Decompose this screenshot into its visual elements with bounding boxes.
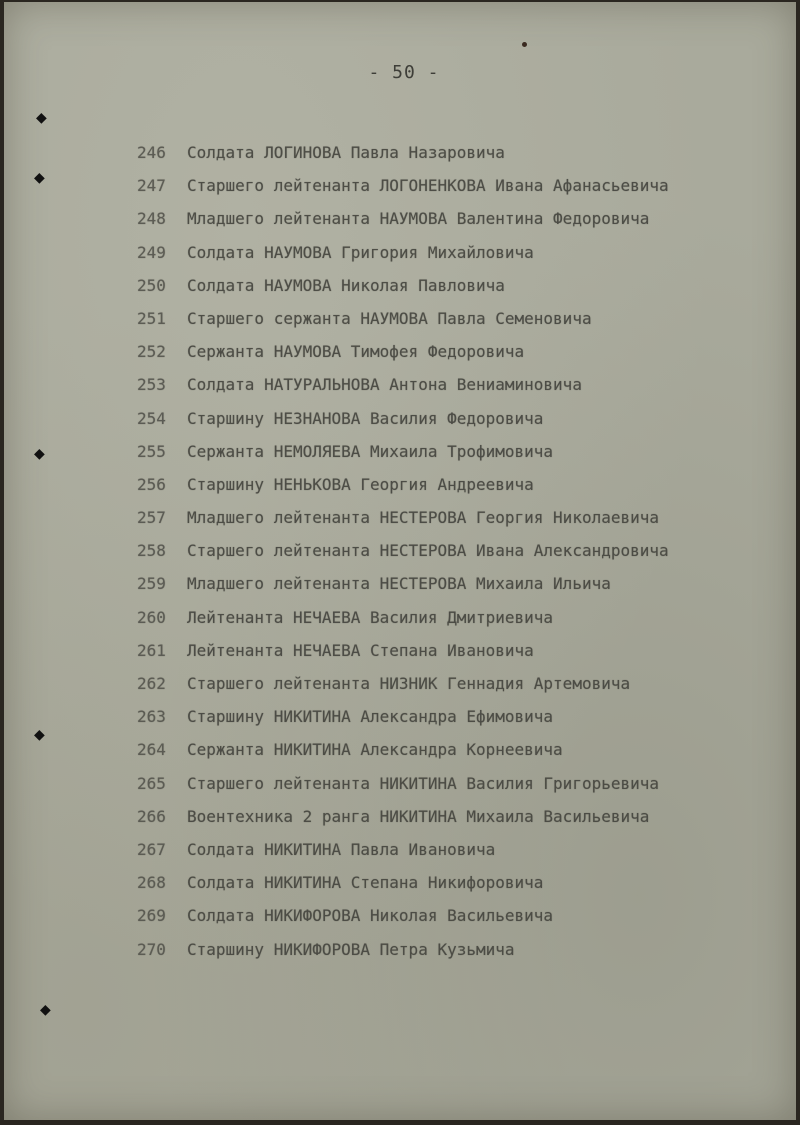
list-item <box>137 671 777 704</box>
entry-text: Лейтенанта НЕЧАЕВА Степана Ивановича <box>187 640 534 660</box>
ink-speck <box>522 42 527 47</box>
entry-text: Старшего лейтенанта ЛОГОНЕНКОВА Ивана Афанасьевича <box>187 176 669 196</box>
entry-number: 270 <box>137 939 166 959</box>
list-item <box>137 472 777 505</box>
list-item <box>137 439 777 472</box>
binding-hole-mark: ◆ <box>40 1002 51 1018</box>
entry-text: Солдата НАТУРАЛЬНОВА Антона Вениаминовича <box>187 375 582 395</box>
list-item <box>137 240 777 273</box>
entry-text: Младшего лейтенанта НЕСТЕРОВА Георгия Николаевича <box>187 508 660 528</box>
page-number: - 50 - <box>368 62 440 83</box>
entry-text: Солдата ЛОГИНОВА Павла Назаровича <box>187 143 505 162</box>
entry-number: 261 <box>137 640 166 660</box>
entry-text: Младшего лейтенанта НЕСТЕРОВА Михаила Ильича <box>187 574 611 594</box>
list-item <box>137 206 777 239</box>
binding-hole-mark: ◆ <box>34 446 45 462</box>
entry-number: 265 <box>137 773 166 793</box>
entry-text: Сержанта НИКИТИНА Александра Корнеевича <box>187 740 563 760</box>
entry-number: 247 <box>137 176 166 196</box>
entry-number: 249 <box>137 242 166 262</box>
entry-number: 252 <box>137 342 166 362</box>
list-item <box>137 140 777 173</box>
list-item <box>137 306 777 339</box>
entry-number: 263 <box>137 707 166 727</box>
entry-text: Старшего лейтенанта НИКИТИНА Василия Григорьевича <box>187 773 660 793</box>
entry-number: 262 <box>137 674 166 693</box>
entry-number: 269 <box>137 906 166 926</box>
list-item <box>137 903 777 936</box>
entry-text: Лейтенанта НЕЧАЕВА Василия Дмитриевича <box>187 607 554 627</box>
entry-number: 266 <box>137 806 166 826</box>
entry-text: Сержанта НАУМОВА Тимофея Федоровича <box>187 342 525 362</box>
list-item <box>137 571 777 604</box>
list-item <box>137 937 777 970</box>
entry-text: Сержанта НЕМОЛЯЕВА Михаила Трофимовича <box>187 441 554 461</box>
list-item <box>137 737 777 770</box>
list-item <box>137 605 777 638</box>
list-item <box>137 406 777 439</box>
entry-text: Старшину НИКИТИНА Александра Ефимовича <box>187 707 554 727</box>
entry-text: Старшину НЕЗНАНОВА Василия Федоровича <box>187 408 544 428</box>
list-item <box>137 870 777 903</box>
entry-text: Солдата НАУМОВА Григория Михайловича <box>187 242 534 262</box>
entry-text: Воентехника 2 ранга НИКИТИНА Михаила Васильевича <box>187 806 650 826</box>
list-item <box>137 538 777 571</box>
list-item <box>137 771 777 804</box>
list-item <box>137 704 777 737</box>
entry-number: 268 <box>137 873 166 893</box>
list-item <box>137 837 777 870</box>
entry-text: Солдата НИКИТИНА Степана Никифоровича <box>187 873 544 893</box>
entry-number: 258 <box>137 541 166 561</box>
entry-number: 264 <box>137 740 166 760</box>
list-item <box>137 339 777 372</box>
entry-number: 267 <box>137 839 166 859</box>
entry-text: Старшего лейтенанта НЕСТЕРОВА Ивана Александровича <box>187 541 669 561</box>
document-page <box>4 2 796 1120</box>
list-item <box>137 273 777 306</box>
entry-number: 253 <box>137 375 166 395</box>
entry-number: 251 <box>137 308 166 328</box>
entry-text: Младшего лейтенанта НАУМОВА Валентина Федоровича <box>187 209 650 229</box>
entry-number: 260 <box>137 607 166 627</box>
list-item <box>137 505 777 538</box>
entry-text: Старшину НЕНЬКОВА Георгия Андреевича <box>187 474 534 494</box>
entry-number: 250 <box>137 275 166 295</box>
entry-text: Старшего сержанта НАУМОВА Павла Семеновича <box>187 308 592 328</box>
list-item <box>137 804 777 837</box>
entry-number: 257 <box>137 508 166 528</box>
list-item <box>137 638 777 671</box>
entry-text: Старшего лейтенанта НИЗНИК Геннадия Артемовича <box>187 674 631 693</box>
list-item <box>137 173 777 206</box>
entry-text: Солдата НАУМОВА Николая Павловича <box>187 275 505 295</box>
entry-number: 259 <box>137 574 166 594</box>
binding-hole-mark: ◆ <box>36 110 47 126</box>
entry-number: 254 <box>137 408 166 428</box>
entry-number: 255 <box>137 441 166 461</box>
binding-hole-mark: ◆ <box>34 170 45 186</box>
entry-text: Старшину НИКИФОРОВА Петра Кузьмича <box>187 939 515 959</box>
entry-number: 246 <box>137 143 166 162</box>
name-list <box>137 140 777 970</box>
binding-hole-mark: ◆ <box>34 727 45 743</box>
entry-text: Солдата НИКИФОРОВА Николая Васильевича <box>187 906 554 926</box>
entry-number: 248 <box>137 209 166 229</box>
entry-number: 256 <box>137 474 166 494</box>
list-item <box>137 372 777 405</box>
entry-text: Солдата НИКИТИНА Павла Ивановича <box>187 839 496 859</box>
